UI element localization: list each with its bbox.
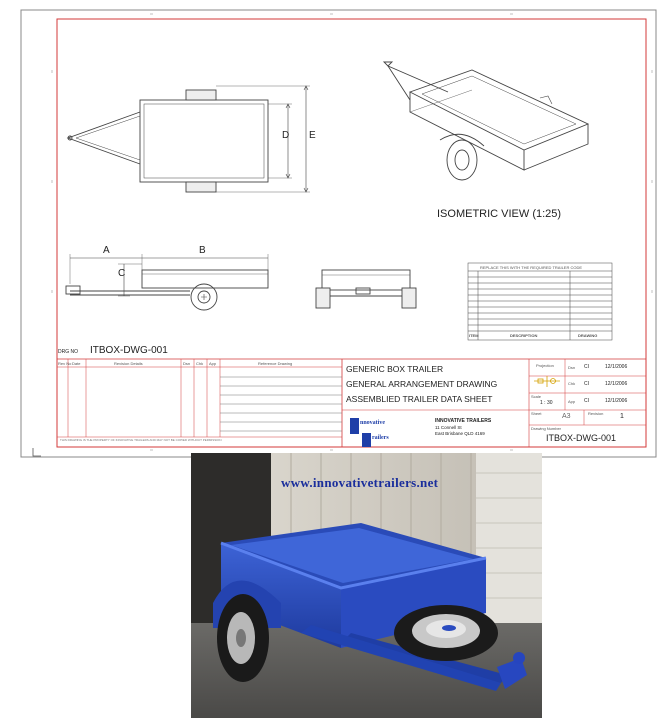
dsn-label: Dsn xyxy=(568,365,576,370)
dimension-b-label: B xyxy=(199,245,206,256)
company-logo-top: nnovative xyxy=(360,420,386,426)
bom-drawing-column: DRAWING xyxy=(578,333,598,338)
bom-header-note: REPLACE THIS WITH THE REQUIRED TRAILER CODE xyxy=(480,265,583,270)
footer-note: THIS DRAWING IS THE PROPERTY OF INNOVATIVE TRAILERS AND MAY NOT BE COPIED WITHOUT PERMISSION xyxy=(60,438,222,442)
dsn-initials: CI xyxy=(584,364,589,370)
rev-date-header: Date xyxy=(72,361,81,366)
trailer-photo xyxy=(191,453,542,718)
drawing-number-value: ITBOX-DWG-001 xyxy=(546,433,617,443)
watermark-url: www.innovativetrailers.net xyxy=(281,475,439,490)
dsn-date: 12/1/2006 xyxy=(605,364,628,370)
dimension-d-label: D xyxy=(282,130,290,141)
drg-no-label: DRG NO xyxy=(58,349,78,355)
side-view xyxy=(66,254,268,310)
scale-label: Scale xyxy=(531,394,542,399)
scale-value: 1 : 30 xyxy=(540,400,553,406)
revision-details-header: Revision Details xyxy=(114,361,143,366)
rev-app-header: App xyxy=(209,361,217,366)
rev-chk-header: Chk xyxy=(196,361,204,366)
title-line-3: ASSEMBLIED TRAILER DATA SHEET xyxy=(346,394,493,404)
title-line-1: GENERIC BOX TRAILER xyxy=(346,364,444,374)
bom-description-column: DESCRIPTION xyxy=(510,333,538,338)
revision-value: 1 xyxy=(620,413,624,420)
chk-label: Chk xyxy=(568,381,576,386)
isometric-view-label: ISOMETRIC VIEW (1:25) xyxy=(437,208,562,220)
reference-drawing-header: Reference Drawing xyxy=(258,361,293,366)
chk-initials: CI xyxy=(584,381,589,387)
isometric-view xyxy=(384,62,588,180)
sheet-value: A3 xyxy=(562,413,571,420)
drg-no-value: ITBOX-DWG-001 xyxy=(90,345,168,356)
rev-dsn-header: Dsn xyxy=(183,361,191,366)
front-view xyxy=(316,270,416,308)
company-city: East Brisbane QLD 4169 xyxy=(435,431,485,436)
chk-date: 12/1/2006 xyxy=(605,381,628,387)
bom-item-column: ITEM xyxy=(469,333,479,338)
dimension-a-label: A xyxy=(103,245,110,256)
sheet-label: Sheet xyxy=(531,411,542,416)
app-label: App xyxy=(568,399,576,404)
bom-table xyxy=(468,263,612,340)
trailer-photo-illustration xyxy=(191,453,542,718)
company-street: 11 Connell St xyxy=(435,425,462,430)
top-view xyxy=(68,86,310,192)
dimension-c-label: C xyxy=(118,268,126,279)
revision-label: Revision xyxy=(588,411,604,416)
company-logo-bottom: railers xyxy=(372,435,389,441)
app-initials: CI xyxy=(584,398,589,404)
drawing-number-label: Drawing Number xyxy=(531,426,562,431)
dimension-e-label: E xyxy=(309,130,316,141)
title-line-2: GENERAL ARRANGEMENT DRAWING xyxy=(346,379,498,389)
company-name: INNOVATIVE TRAILERS xyxy=(435,418,492,424)
rev-no-header: Rev No xyxy=(58,361,72,366)
app-date: 12/1/2006 xyxy=(605,398,628,404)
projection-label: Projection xyxy=(536,363,554,368)
